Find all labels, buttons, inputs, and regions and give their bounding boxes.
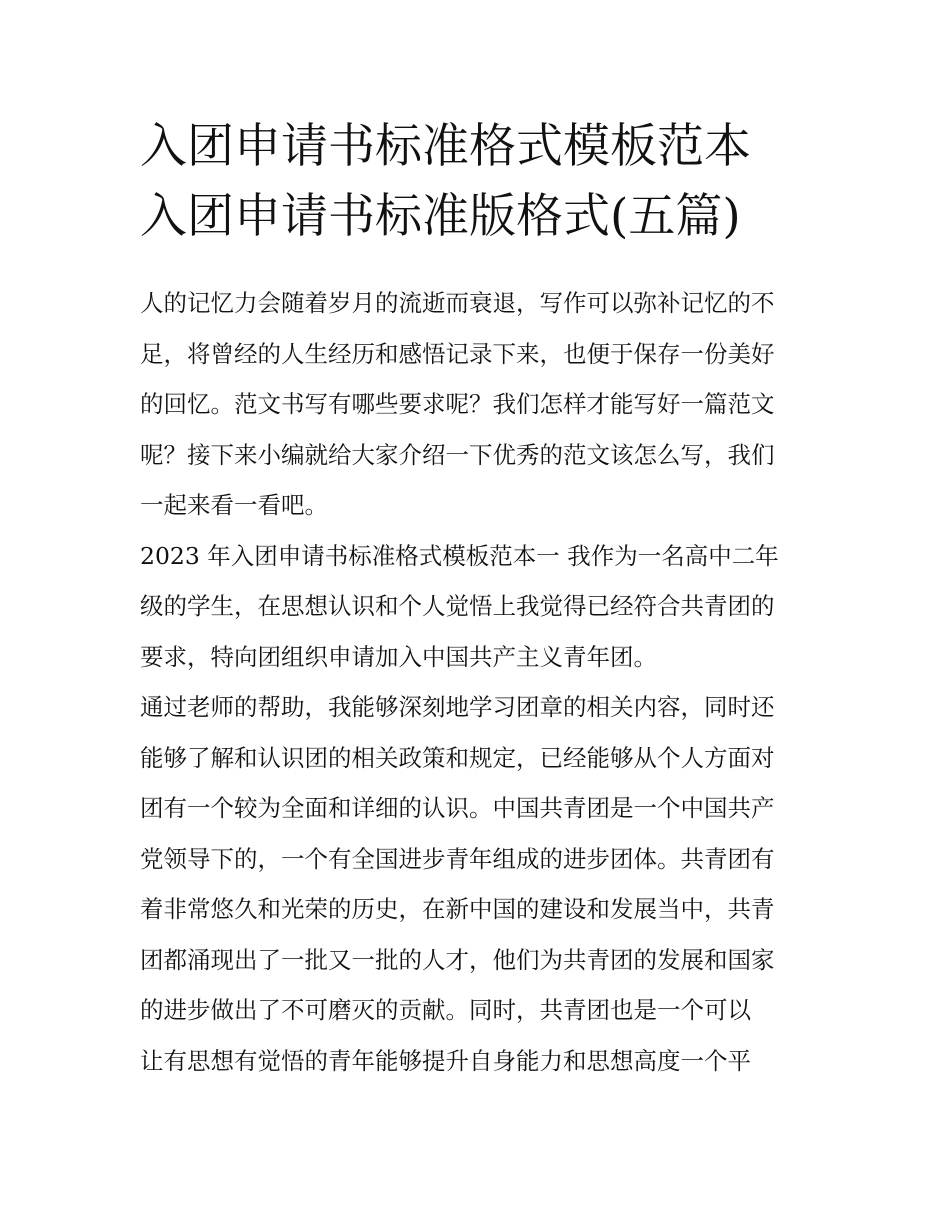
text-line: 的进步做出了不可磨灭的贡献。同时，共青团也是一个可以 bbox=[140, 996, 751, 1024]
document-title bbox=[140, 112, 820, 252]
body-paragraph bbox=[140, 682, 820, 1086]
text-line: 团有一个较为全面和详细的认识。中国共青团是一个中国共产 bbox=[140, 794, 775, 822]
intro-paragraph bbox=[140, 278, 820, 531]
title-line-2: 入团申请书标准版格式(五篇) bbox=[140, 189, 741, 244]
text-line: 呢？接下来小编就给大家介绍一下优秀的范文该怎么写，我们 bbox=[140, 440, 775, 469]
text-line: 2023 年入团申请书标准格式模板范本一 我作为一名高中二年 bbox=[140, 541, 779, 570]
text-line: 要求，特向团组织申请加入中国共产主义青年团。 bbox=[140, 642, 657, 671]
sample-one-paragraph bbox=[140, 531, 820, 683]
text-line: 级的学生，在思想认识和个人觉悟上我觉得已经符合共青团的 bbox=[140, 592, 775, 620]
title-line-1: 入团申请书标准格式模板范本 bbox=[140, 119, 751, 174]
text-line: 一起来看一看吧。 bbox=[140, 491, 328, 519]
text-line: 让有思想有觉悟的青年能够提升自身能力和思想高度一个平 bbox=[140, 1046, 751, 1075]
text-line: 足，将曾经的人生经历和感悟记录下来，也便于保存一份美好 bbox=[140, 339, 775, 368]
text-line: 的回忆。范文书写有哪些要求呢？我们怎样才能写好一篇范文 bbox=[140, 390, 775, 418]
text-line: 能够了解和认识团的相关政策和规定，已经能够从个人方面对 bbox=[140, 743, 775, 772]
text-line: 团都涌现出了一批又一批的人才，他们为共青团的发展和国家 bbox=[140, 945, 775, 974]
text-line: 着非常悠久和光荣的历史，在新中国的建设和发展当中，共青 bbox=[140, 895, 775, 923]
document-body bbox=[140, 278, 820, 1086]
text-line: 通过老师的帮助，我能够深刻地学习团章的相关内容，同时还 bbox=[140, 693, 775, 721]
text-line: 党领导下的，一个有全国进步青年组成的进步团体。共青团有 bbox=[140, 844, 775, 873]
text-line: 人的记忆力会随着岁月的流逝而衰退，写作可以弥补记忆的不 bbox=[140, 289, 775, 317]
